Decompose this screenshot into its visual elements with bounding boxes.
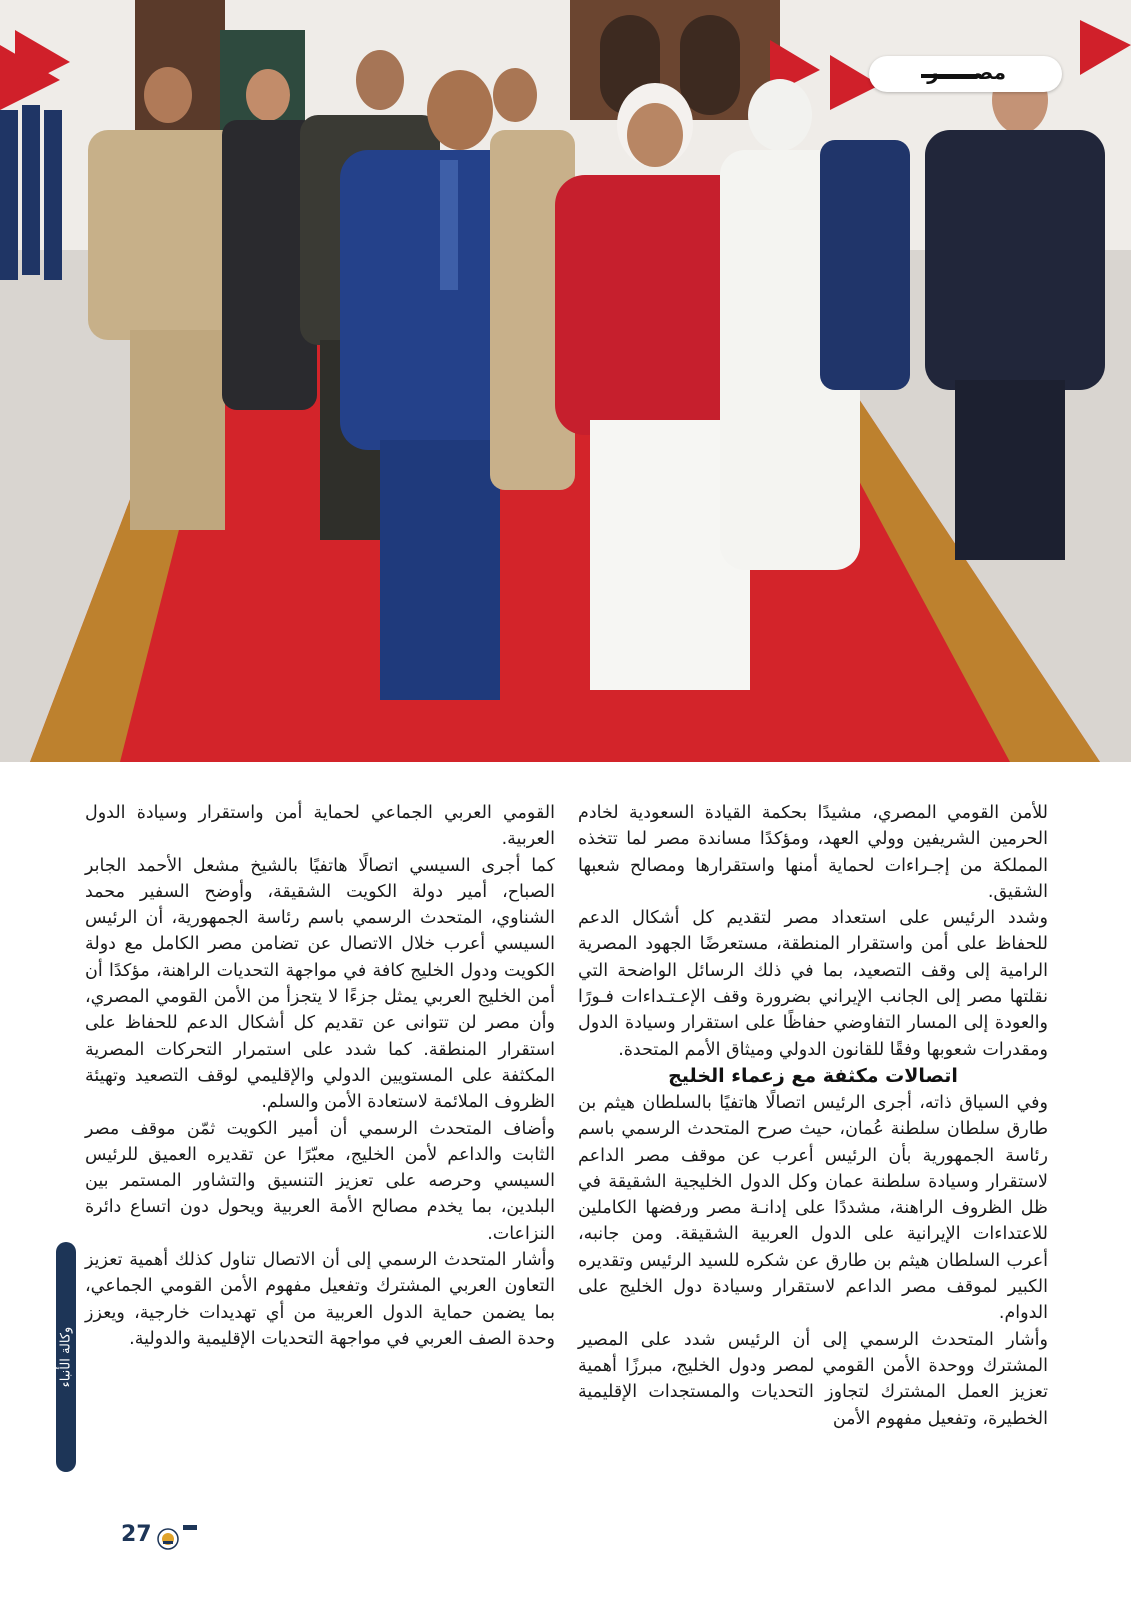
paragraph: وأضاف المتحدث الرسمي أن أمير الكويت ثمّن موقف مصر الثابت والداعم لأمن الخليج، معبّرًا عن تقديره العميق للرئيس السيسي وحرصه على تعزيز التنسيق والتشاور المستمر بين البلدين، بما يخدم مصالح الأمة العربية ويحول دون اتساع دائرة النزاعات. <box>85 1118 555 1244</box>
article-column-left <box>85 800 555 1352</box>
article-photo <box>0 0 1131 762</box>
paragraph: كما أجرى السيسي اتصالًا هاتفيًا بالشيخ مشعل الأحمد الجابر الصباح، أمير دولة الكويت الشقيقة، وأوضح السفير محمد الشناوي، المتحدث الرسمي باسم رئاسة الجمهورية، أن الرئيس السيسي أعرب خلال الاتصال عن تضامن مصر الكامل مع دولة الكويت ودول الخليج كافة في مواجهة التحديات الراهنة، مؤكدًا أن أمن الخليج العربي يمثل جزءًا لا يتجزأ من الأمن القومي المصري، وأن مصر لن تتوانى عن تقديم كل أشكال الدعم للحفاظ على استقرار المنطقة. كما شدد على استمرار التحركات المصرية المكثفة على المستويين الدولي والإقليمي لوقف التصعيد وتهيئة الظروف الملائمة لاستعادة الأمن والسلم. <box>85 855 555 1113</box>
footer-accent-bar <box>183 1525 197 1530</box>
paragraph: وأشار المتحدث الرسمي إلى أن الاتصال تناول كذلك أهمية تعزيز التعاون العربي المشترك وتفعيل مفهوم الأمن القومي الجماعي، بما يضمن حماية الدول العربية من أي تهديدات خارجية، ويعزز وحدة الصف العربي في مواجهة التحديات الإقليمية والدولية. <box>85 1250 555 1349</box>
section-label: مصـــــر <box>927 60 1006 84</box>
paragraph: القومي العربي الجماعي لحماية أمن واستقرار وسيادة الدول العربية. <box>85 803 555 850</box>
side-tab <box>56 1242 76 1472</box>
article-subheading: اتصالات مكثفة مع زعماء الخليج <box>668 1064 958 1087</box>
photo-illustration <box>0 0 1131 762</box>
paragraph: وفي السياق ذاته، أجرى الرئيس اتصالًا هاتفيًا بالسلطان هيثم بن طارق سلطان سلطنة عُمان، حيث صرح المتحدث الرسمي باسم رئاسة الجمهورية بأن الرئيس أعرب عن موقف مصر الداعم لاستقرار وسيادة سلطنة عمان وكل الدول الخليجية الشقيقة في ظل الظروف الراهنة، مشددًا على إدانـة مصر ورفضها الكاملين للاعتداءات الإيرانية على الدول العربية الشقيقة. ومن جانبه، أعرب السلطان هيثم بن طارق عن شكره للسيد الرئيس وتقديره الكبير لموقف مصر الداعم لاستقرار وسيادة دول الخليج على الدوام. <box>578 1092 1048 1324</box>
paragraph: للأمن القومي المصري، مشيدًا بحكمة القيادة السعودية لخادم الحرمين الشريفين وولي العهد، ومؤكدًا مساندة مصر لما تتخذه المملكة من إجـراءات لحماية أمنها واستقرارها ومصالح شعبها الشقيق. <box>578 803 1048 902</box>
emblem-icon <box>157 1528 179 1550</box>
side-tab-label: وكالة الأنباء <box>58 1326 74 1388</box>
article-column-right <box>578 800 1048 1432</box>
section-tab <box>869 56 1062 92</box>
paragraph: وشدد الرئيس على استعداد مصر لتقديم كل أشكال الدعم للحفاظ على أمن واستقرار المنطقة، مستعرضًا الجهود المصرية الرامية إلى وقف التصعيد، بما في ذلك الرسائل الواضحة التي نقلتها مصر إلى الجانب الإيراني بضرورة وقف الإعـتـداءات فـورًا والعودة إلى المسار التفاوضي حفاظًا على استقرار وسيادة الدول ومقدرات شعوبها وفقًا للقانون الدولي وميثاق الأمم المتحدة. <box>578 908 1048 1060</box>
page-number: 27 <box>121 1522 152 1547</box>
paragraph: وأشار المتحدث الرسمي إلى أن الرئيس شدد على المصير المشترك ووحدة الأمن القومي لمصر ودول الخليج، مبرزًا أهمية تعزيز العمل المشترك لتجاوز التحديات والمستجدات الإقليمية الخطيرة، وتفعيل مفهوم الأمن <box>578 1329 1048 1429</box>
